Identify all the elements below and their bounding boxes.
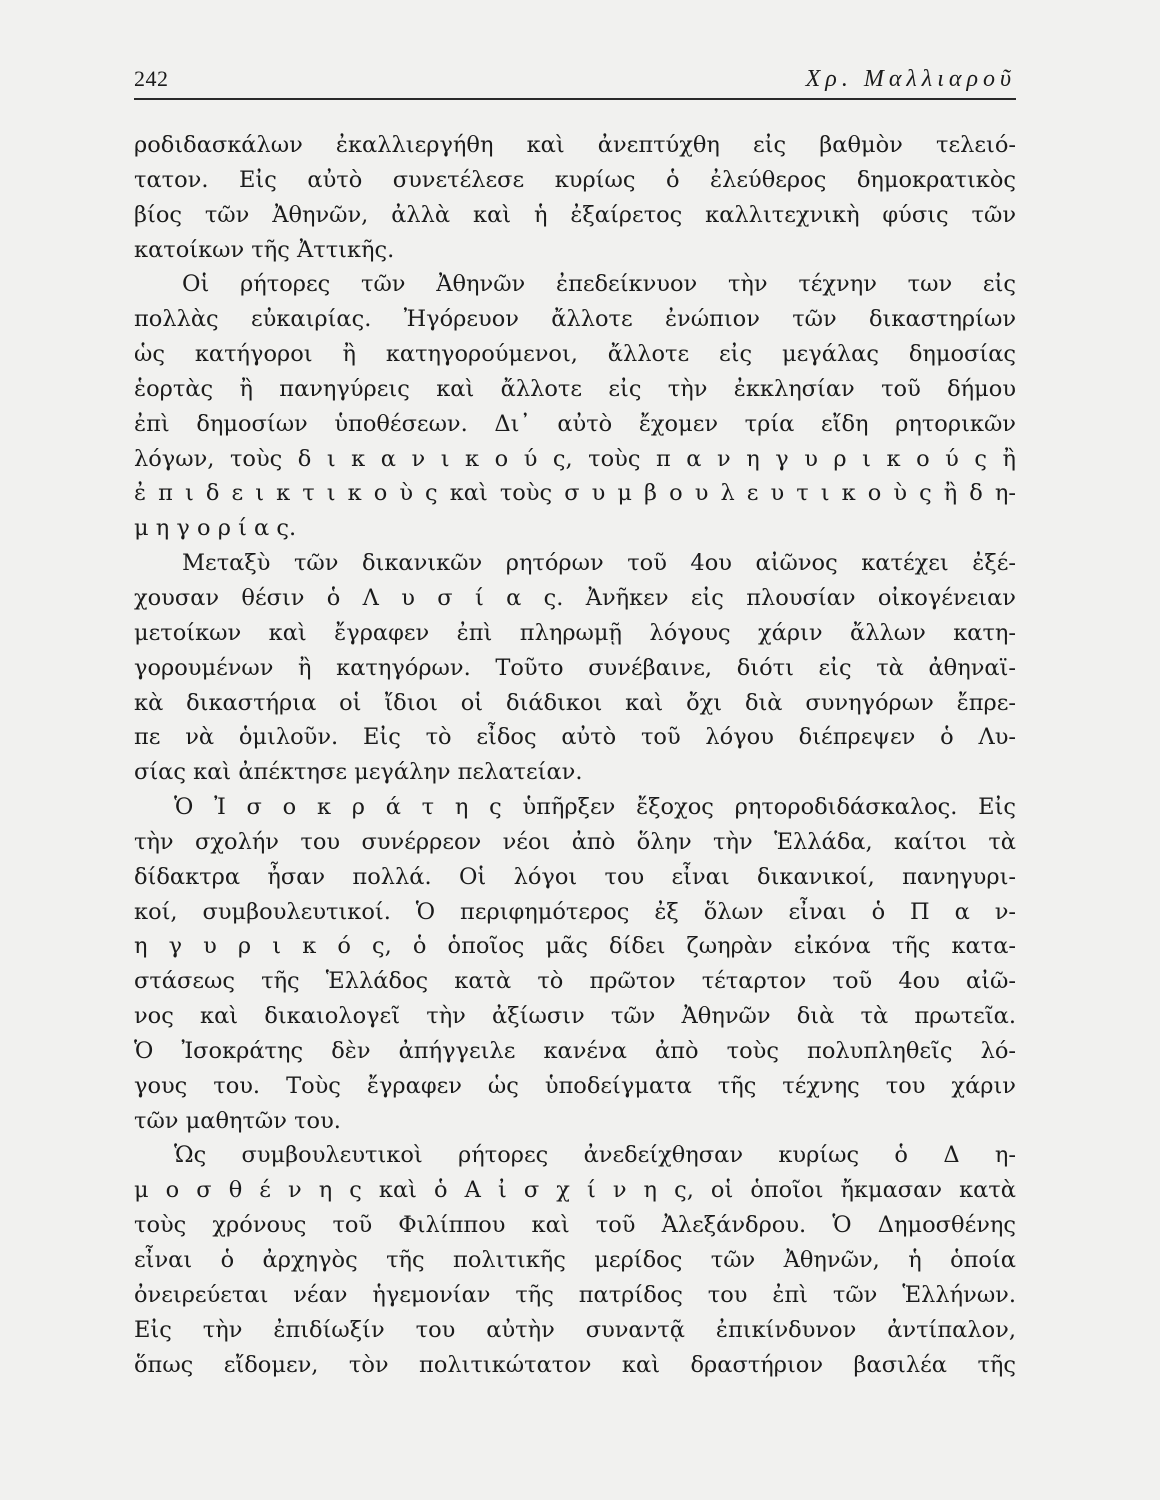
text-line: ὀνειρεύεται νέαν ἡγεμονίαν τῆς πατρίδος του ἐπὶ τῶν Ἑλλήνων. xyxy=(134,1281,1016,1308)
text-line: εἶναι ὁ ἀρχηγὸς τῆς πολιτικῆς μερίδος τῶν Ἀθηνῶν, ἡ ὁποία xyxy=(134,1247,1016,1273)
text-line: κοί, συμβουλευτικοί. Ὁ περιφημότερος ἐξ ὅλων εἶναι ὁ Π α ν- xyxy=(134,898,1016,925)
text-line: Ὁ Ἰ σ ο κ ρ ά τ η ς ὑπῆρξεν ἔξοχος ρητοροδιδάσκαλος. Εἰς xyxy=(174,794,1016,821)
text-line: μ ο σ θ έ ν η ς καὶ ὁ Α ἰ σ χ ί ν η ς, οἱ ὁποῖοι ἤκμασαν κατὰ xyxy=(134,1177,1016,1204)
text-line: χουσαν θέσιν ὁ Λ υ σ ί α ς. Ἀνῆκεν εἰς πλουσίαν οἰκογένειαν xyxy=(134,584,1016,611)
text-line: ὡς κατήγοροι ἢ κατηγορούμενοι, ἄλλοτε εἰς μεγάλας δημοσίας xyxy=(134,341,1016,368)
page-header xyxy=(134,66,1016,102)
header-rule xyxy=(134,98,1016,100)
text-line: η γ υ ρ ι κ ό ς, ὁ ὁποῖος μᾶς δίδει ζωηρὰν εἰκόνα τῆς κατα- xyxy=(134,933,1016,960)
text-line: Ὡς συμβουλευτικοὶ ρήτορες ἀνεδείχθησαν κυρίως ὁ Δ η- xyxy=(174,1142,1016,1169)
text-line: Εἰς τὴν ἐπιδίωξίν του αὐτὴν συναντᾷ ἐπικίνδυνον ἀντίπαλον, xyxy=(134,1316,1016,1343)
text-line: τῶν μαθητῶν του. xyxy=(134,1107,341,1134)
text-line: Ὁ Ἰσοκράτης δὲν ἀπήγγειλε κανένα ἀπὸ τοὺς πολυπληθεῖς λό- xyxy=(134,1037,1016,1064)
text-line: γους του. Τοὺς ἔγραφεν ὡς ὑποδείγματα τῆς τέχνης του χάριν xyxy=(134,1072,1016,1099)
text-line: νος καὶ δικαιολογεῖ τὴν ἀξίωσιν τῶν Ἀθηνῶν διὰ τὰ πρωτεῖα. xyxy=(134,1003,1016,1030)
text-line: μ η γ ο ρ ί α ς. xyxy=(134,515,297,542)
text-line: κὰ δικαστήρια οἱ ἴδιοι οἱ διάδικοι καὶ ὄχι διὰ συνηγόρων ἔπρε- xyxy=(134,689,1016,716)
text-line: στάσεως τῆς Ἑλλάδος κατὰ τὸ πρῶτον τέταρτον τοῦ 4ου αἰῶ- xyxy=(134,968,1016,995)
text-line: ἐπὶ δημοσίων ὑποθέσεων. Δι᾽ αὐτὸ ἔχομεν τρία εἴδη ρητορικῶν xyxy=(134,410,1016,437)
body-text xyxy=(134,128,1016,1382)
text-line: ἐ π ι δ ε ι κ τ ι κ ο ὺ ς καὶ τοὺς σ υ μ β ο υ λ ε υ τ ι κ ο ὺ ς ἢ δ η- xyxy=(134,480,1016,507)
text-line: τοὺς χρόνους τοῦ Φιλίππου καὶ τοῦ Ἀλεξάνδρου. Ὁ Δημοσθένης xyxy=(134,1212,1016,1239)
text-line: σίας καὶ ἀπέκτησε μεγάλην πελατείαν. xyxy=(134,759,583,786)
text-line: δίδακτρα ἦσαν πολλά. Οἱ λόγοι του εἶναι δικανικοί, πανηγυρι- xyxy=(134,863,1016,890)
text-line: ὅπως εἴδομεν, τὸν πολιτικώτατον καὶ δραστήριον βασιλέα τῆς xyxy=(134,1351,1016,1378)
text-line: τὴν σχολήν του συνέρρεον νέοι ἀπὸ ὅλην τὴν Ἑλλάδα, καίτοι τὰ xyxy=(134,828,1016,855)
text-line: λόγων, τοὺς δ ι κ α ν ι κ ο ύ ς, τοὺς π α ν η γ υ ρ ι κ ο ύ ς ἢ xyxy=(134,445,1016,472)
text-line: κατοίκων τῆς Ἀττικῆς. xyxy=(134,236,395,263)
text-line: ροδιδασκάλων ἐκαλλιεργήθη καὶ ἀνεπτύχθη εἰς βαθμὸν τελειό- xyxy=(134,132,1016,158)
page-number: 242 xyxy=(134,66,169,91)
text-line: γορουμένων ἢ κατηγόρων. Τοῦτο συνέβαινε, διότι εἰς τὰ ἀθηναϊ- xyxy=(134,654,1016,681)
text-line: μετοίκων καὶ ἔγραφεν ἐπὶ πληρωμῇ λόγους χάριν ἄλλων κατη- xyxy=(134,619,1016,646)
text-line: τατον. Εἰς αὐτὸ συνετέλεσε κυρίως ὁ ἐλεύθερος δημοκρατικὸς xyxy=(134,166,1016,193)
text-line: πολλὰς εὐκαιρίας. Ἠγόρευον ἄλλοτε ἐνώπιον τῶν δικαστηρίων xyxy=(134,306,1016,333)
running-head: Χρ. Μαλλιαροῦ xyxy=(805,66,1016,92)
text-line: Οἱ ρήτορες τῶν Ἀθηνῶν ἐπεδείκνυον τὴν τέχνην των εἰς xyxy=(182,271,1016,298)
text-line: βίος τῶν Ἀθηνῶν, ἀλλὰ καὶ ἡ ἐξαίρετος καλλιτεχνικὴ φύσις τῶν xyxy=(134,201,1016,228)
text-line: Μεταξὺ τῶν δικανικῶν ρητόρων τοῦ 4ου αἰῶνος κατέχει ἐξέ- xyxy=(182,550,1016,577)
text-line: πε νὰ ὁμιλοῦν. Εἰς τὸ εἶδος αὐτὸ τοῦ λόγου διέπρεψεν ὁ Λυ- xyxy=(134,724,1016,751)
text-line: ἑορτὰς ἢ πανηγύρεις καὶ ἄλλοτε εἰς τὴν ἐκκλησίαν τοῦ δήμου xyxy=(134,375,1016,402)
